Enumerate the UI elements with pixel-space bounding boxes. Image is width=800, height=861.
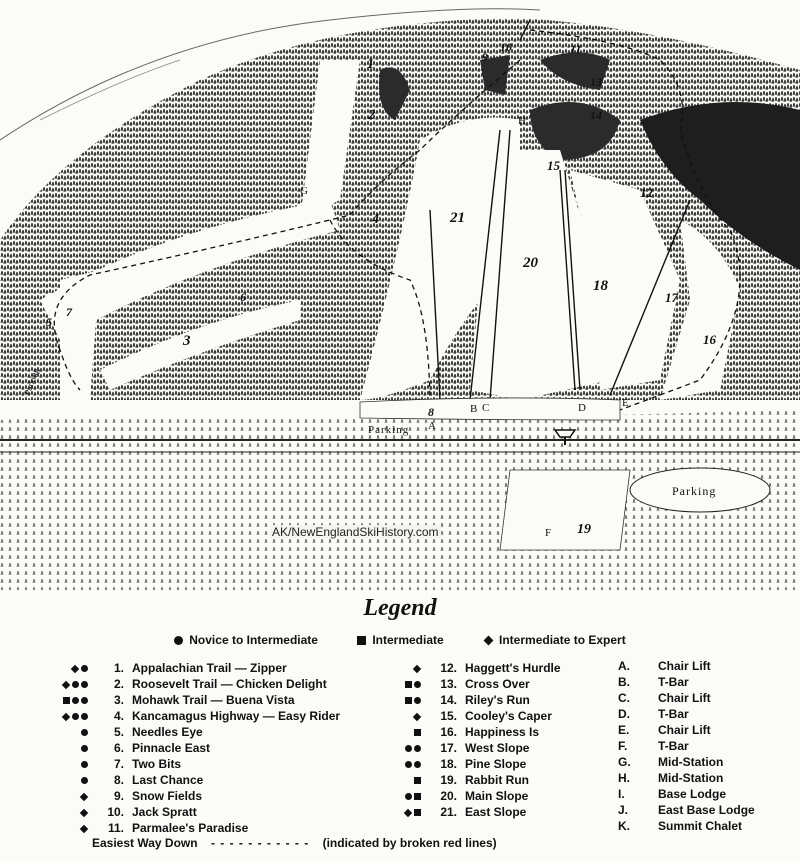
legend-trail-row bbox=[50, 788, 340, 804]
difficulty-symbols bbox=[383, 708, 423, 724]
circle-icon bbox=[414, 761, 421, 768]
lift-letter-a: A bbox=[428, 420, 436, 432]
lift-name: T-Bar bbox=[658, 675, 689, 689]
trail-number-14: 14 bbox=[590, 108, 602, 122]
legend-title: Legend bbox=[363, 595, 437, 621]
diamond-icon bbox=[62, 681, 70, 689]
circle-icon bbox=[414, 745, 421, 752]
difficulty-symbols bbox=[383, 676, 423, 692]
diamond-icon bbox=[413, 713, 421, 721]
difficulty-symbols bbox=[383, 772, 423, 788]
legend-trail-row bbox=[50, 708, 340, 724]
trail-number: 19. bbox=[440, 773, 457, 787]
legend-trail-row bbox=[383, 708, 561, 724]
diamond-icon bbox=[484, 636, 494, 646]
difficulty-symbols bbox=[383, 756, 423, 772]
square-icon bbox=[405, 681, 412, 688]
circle-icon bbox=[81, 665, 88, 672]
difficulty-symbols bbox=[50, 820, 90, 836]
trail-number: 2. bbox=[113, 677, 124, 691]
legend-lift-row bbox=[618, 786, 755, 802]
trail-number-7: 7 bbox=[66, 305, 72, 319]
trail-number: 14. bbox=[440, 693, 457, 707]
difficulty-symbols bbox=[50, 692, 90, 708]
difficulty-key bbox=[0, 633, 800, 647]
legend-trail-row bbox=[50, 756, 340, 772]
parking-label-east: Parking bbox=[672, 484, 717, 498]
trail-number-5: 5 bbox=[46, 315, 52, 329]
trail-name: Parmalee's Paradise bbox=[132, 821, 249, 835]
trail-number: 12. bbox=[440, 661, 457, 675]
trail-number: 8. bbox=[113, 773, 124, 787]
trail-name: Happiness Is bbox=[465, 725, 540, 739]
legend-lift-row bbox=[618, 658, 755, 674]
circle-icon bbox=[81, 729, 88, 736]
lift-letter-e: E bbox=[622, 397, 629, 409]
trail-name: Haggett's Hurdle bbox=[465, 661, 561, 675]
legend-trail-row bbox=[383, 788, 561, 804]
square-icon bbox=[414, 777, 421, 784]
diamond-icon bbox=[404, 809, 412, 817]
trail-number-9: 9 bbox=[482, 50, 488, 64]
lift-name: Mid-Station bbox=[658, 755, 724, 769]
trail-number-21: 21 bbox=[450, 210, 465, 226]
difficulty-symbols bbox=[50, 724, 90, 740]
difficulty-symbols bbox=[50, 804, 90, 820]
trail-number: 4. bbox=[113, 709, 124, 723]
trail-name: Snow Fields bbox=[132, 789, 203, 803]
legend-trail-row bbox=[50, 724, 340, 740]
lift-letter-f: F bbox=[545, 527, 552, 539]
circle-icon bbox=[174, 636, 183, 645]
difficulty-symbols bbox=[50, 756, 90, 772]
circle-icon bbox=[81, 697, 88, 704]
lift-letter: I. bbox=[618, 787, 625, 801]
square-icon bbox=[63, 697, 70, 704]
lift-letter: E. bbox=[618, 723, 630, 737]
legend-lift-row bbox=[618, 754, 755, 770]
trail-number: 6. bbox=[113, 741, 124, 755]
trail-number: 5. bbox=[113, 725, 124, 739]
trail-name: Main Slope bbox=[465, 789, 529, 803]
legend-trail-row bbox=[50, 740, 340, 756]
circle-icon bbox=[81, 713, 88, 720]
difficulty-symbols bbox=[50, 740, 90, 756]
diamond-icon bbox=[80, 809, 88, 817]
legend-trail-row bbox=[383, 692, 561, 708]
square-icon bbox=[414, 793, 421, 800]
trail-name: Jack Spratt bbox=[132, 805, 197, 819]
trail-number: 16. bbox=[440, 725, 457, 739]
difficulty-symbols bbox=[50, 676, 90, 692]
circle-icon bbox=[405, 745, 412, 752]
trail-number-12: 12 bbox=[640, 185, 653, 200]
trail-number: 21. bbox=[440, 805, 457, 819]
lift-letter: A. bbox=[618, 659, 630, 673]
lift-name: Chair Lift bbox=[658, 723, 711, 737]
trail-name: Appalachian Trail — Zipper bbox=[132, 661, 287, 675]
circle-icon bbox=[414, 697, 421, 704]
trail-number: 3. bbox=[113, 693, 124, 707]
legend-trail-row bbox=[50, 772, 340, 788]
lift-letter: C. bbox=[618, 691, 630, 705]
square-icon bbox=[414, 729, 421, 736]
trail-number: 1. bbox=[113, 661, 124, 675]
square-icon bbox=[357, 636, 366, 645]
trail-number-10: 10 bbox=[500, 40, 512, 54]
legend-trail-row bbox=[50, 660, 340, 676]
difficulty-symbols bbox=[383, 660, 423, 676]
key-intermediate: Intermediate bbox=[357, 633, 443, 647]
lift-name: East Base Lodge bbox=[658, 803, 755, 817]
legend-lift-row bbox=[618, 818, 755, 834]
difficulty-symbols bbox=[383, 804, 423, 820]
trail-name: Pinnacle East bbox=[132, 741, 211, 755]
lift-letter-h: H bbox=[518, 115, 526, 127]
trail-name: West Slope bbox=[465, 741, 530, 755]
difficulty-symbols bbox=[50, 772, 90, 788]
lift-name: Chair Lift bbox=[658, 659, 711, 673]
trail-number: 10. bbox=[107, 805, 124, 819]
square-icon bbox=[405, 697, 412, 704]
trail-number-4: 4 bbox=[372, 212, 379, 227]
legend-trail-row bbox=[50, 676, 340, 692]
diamond-icon bbox=[62, 713, 70, 721]
lift-name: Mid-Station bbox=[658, 771, 724, 785]
legend-trail-row bbox=[383, 756, 561, 772]
lift-letter: G. bbox=[618, 755, 631, 769]
legend-trail-row bbox=[383, 660, 561, 676]
lift-letter-c: C bbox=[482, 402, 490, 414]
key-novice: Novice to Intermediate bbox=[174, 633, 318, 647]
difficulty-symbols bbox=[383, 692, 423, 708]
lift-letter: K. bbox=[618, 819, 630, 833]
circle-icon bbox=[81, 777, 88, 784]
trail-number: 9. bbox=[113, 789, 124, 803]
trail-name: Riley's Run bbox=[465, 693, 530, 707]
trail-number-20: 20 bbox=[523, 255, 538, 271]
legend-trail-row bbox=[50, 692, 340, 708]
trail-number: 18. bbox=[440, 757, 457, 771]
key-expert: Intermediate to Expert bbox=[483, 633, 626, 647]
trail-number: 15. bbox=[440, 709, 457, 723]
circle-icon bbox=[81, 761, 88, 768]
trail-name: Needles Eye bbox=[132, 725, 203, 739]
trail-number-18: 18 bbox=[593, 278, 608, 294]
difficulty-symbols bbox=[383, 788, 423, 804]
legend-trail-row bbox=[383, 724, 561, 740]
trail-number-3: 3 bbox=[183, 333, 191, 349]
trail-name: Pine Slope bbox=[465, 757, 527, 771]
diamond-icon bbox=[80, 793, 88, 801]
trail-number-6: 6 bbox=[240, 290, 246, 304]
legend-trail-row bbox=[383, 740, 561, 756]
lift-letter-g: G bbox=[300, 185, 308, 197]
legend-lift-row bbox=[618, 802, 755, 818]
trail-name: Last Chance bbox=[132, 773, 204, 787]
lift-name: Base Lodge bbox=[658, 787, 727, 801]
novice-area bbox=[500, 470, 630, 550]
trail-number: 17. bbox=[440, 741, 457, 755]
circle-icon bbox=[72, 713, 79, 720]
trail-name: Two Bits bbox=[132, 757, 182, 771]
lift-letter-d: D bbox=[578, 402, 586, 414]
lift-name: T-Bar bbox=[658, 739, 689, 753]
trail-number-16: 16 bbox=[703, 332, 716, 347]
trail-name: Kancamagus Highway — Easy Rider bbox=[132, 709, 341, 723]
trail-number: 13. bbox=[440, 677, 457, 691]
trail-number-11: 11 bbox=[570, 42, 582, 56]
difficulty-symbols bbox=[383, 740, 423, 756]
legend-lift-row bbox=[618, 690, 755, 706]
lift-name: Summit Chalet bbox=[658, 819, 743, 833]
trail-name: Roosevelt Trail — Chicken Delight bbox=[132, 677, 327, 691]
difficulty-symbols bbox=[50, 788, 90, 804]
difficulty-symbols bbox=[50, 708, 90, 724]
difficulty-symbols bbox=[50, 660, 90, 676]
easiest-way-down-note: Easiest Way Down - - - - - - - - - - - (indicated by broken red lines) bbox=[92, 836, 497, 850]
trail-number-17: 17 bbox=[665, 290, 678, 305]
legend-trail-row bbox=[383, 676, 561, 692]
lift-letter: J. bbox=[618, 803, 629, 817]
parking-label-main: Parking bbox=[368, 424, 410, 436]
lift-name: T-Bar bbox=[658, 707, 689, 721]
trail-number-19: 19 bbox=[577, 522, 591, 537]
parking-label-west: Parking bbox=[22, 366, 41, 397]
lift-letter-b: B bbox=[470, 403, 478, 415]
diamond-icon bbox=[80, 825, 88, 833]
legend-trail-row bbox=[50, 820, 340, 836]
trail-list-right bbox=[383, 660, 561, 820]
lift-letter: H. bbox=[618, 771, 630, 785]
trail-name: Rabbit Run bbox=[465, 773, 529, 787]
lift-letter: B. bbox=[618, 675, 630, 689]
circle-icon bbox=[405, 793, 412, 800]
legend-lift-row bbox=[618, 722, 755, 738]
legend-lift-row bbox=[618, 770, 755, 786]
diamond-icon bbox=[413, 665, 421, 673]
trail-name: Mohawk Trail — Buena Vista bbox=[132, 693, 295, 707]
trail-number-8: 8 bbox=[428, 405, 434, 419]
lift-letter: F. bbox=[618, 739, 628, 753]
lift-list bbox=[618, 658, 755, 834]
circle-icon bbox=[72, 697, 79, 704]
circle-icon bbox=[81, 745, 88, 752]
lift-name: Chair Lift bbox=[658, 691, 711, 705]
diamond-icon bbox=[71, 665, 79, 673]
trail-number-1: 1 bbox=[367, 57, 374, 72]
source-watermark: AK/NewEnglandSkiHistory.com bbox=[272, 525, 439, 539]
trail-number: 7. bbox=[113, 757, 124, 771]
trail-number-13: 13 bbox=[590, 75, 602, 89]
legend-trail-row bbox=[50, 804, 340, 820]
trail-list-left bbox=[50, 660, 340, 836]
trail-number-2: 2 bbox=[368, 108, 375, 123]
legend-lift-row bbox=[618, 706, 755, 722]
lift-letter: D. bbox=[618, 707, 630, 721]
legend-lift-row bbox=[618, 738, 755, 754]
circle-icon bbox=[414, 681, 421, 688]
circle-icon bbox=[405, 761, 412, 768]
circle-icon bbox=[81, 681, 88, 688]
trail-number: 20. bbox=[440, 789, 457, 803]
legend-trail-row bbox=[383, 804, 561, 820]
trail-name: Cross Over bbox=[465, 677, 530, 691]
legend-trail-row bbox=[383, 772, 561, 788]
trail-name: East Slope bbox=[465, 805, 527, 819]
legend-lift-row bbox=[618, 674, 755, 690]
circle-icon bbox=[72, 681, 79, 688]
square-icon bbox=[414, 809, 421, 816]
trail-number-15: 15 bbox=[547, 158, 560, 173]
trail-number: 11. bbox=[107, 821, 124, 835]
trail-name: Cooley's Caper bbox=[465, 709, 552, 723]
difficulty-symbols bbox=[383, 724, 423, 740]
